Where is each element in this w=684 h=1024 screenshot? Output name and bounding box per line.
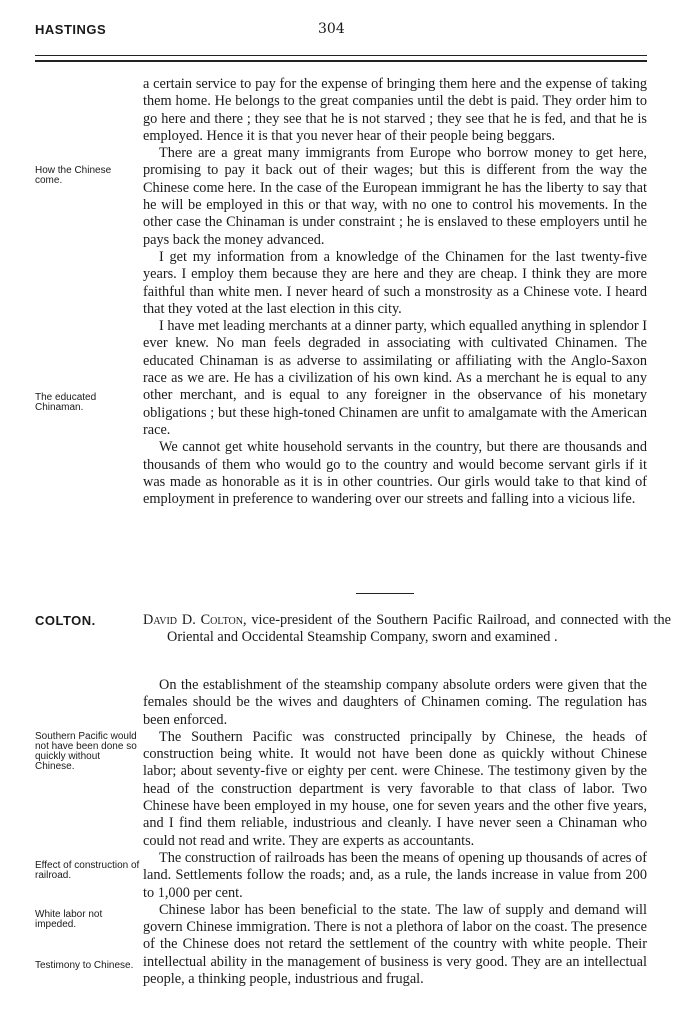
paragraph: On the establishment of the steamship company absolute orders were given that the females should be the wives and daughters of Chinamen coming. The regulation has been enforced. [143,677,647,728]
margin-note: Effect of construction of railroad. [35,860,140,881]
header-rule-bottom [35,60,647,62]
margin-note: Southern Pacific would not have been done so quickly without Chinese. [35,731,137,772]
page-number: 304 [318,21,345,37]
header-rule-top [35,55,647,56]
paragraph: The construction of railroads has been the means of opening up thousands of acres of land. Settlements follow the roads; and, as a rule, the lands increase in value from 200 to 1,000 per cent. [143,849,647,901]
witness-intro [143,612,671,647]
paragraph: a certain service to pay for the expense of bringing them here and the expense of taking them home. He belongs to the great companies until the debt is paid. They order him to go here and there ; they see that he is not starved ; they see that he is fed, and that he is employed. Hence it is that you never hear of their people being beggars. [143,76,647,144]
paragraph: We cannot get white household servants in the country, but there are thousands and thousands of them who would go to the country and would become servant girls if it was made as honorable as it is in other countries. Our girls would take to that kind of employment in preference to wandering over our streets and falling into a vicious life. [143,439,647,508]
margin-note: How the Chinese come. [35,165,112,186]
witness-name: COLTON. [35,613,96,628]
paragraph: Chinese labor has been beneficial to the state. The law of supply and demand will govern Chinese immigration. There is not a plethora of labor on the coast. The presence of the Chinese does not retard the settlement of the country with white people. Their intellectual ability in the management of business is very good. They are an intellectual people, a thinking people, industrious and frugal. [143,901,647,988]
paragraph: The Southern Pacific was constructed principally by Chinese, the heads of construction being white. It would not have been done as quickly without Chinese labor; about seventy-five or eighty per cent. were Chinese. The testimony given by the head of the construction department is very favorable to that class of labor. Two Chinese have been employed in my house, one for seven years and the other five years, and I find them reliable, industrious and cleanly. I have never seen a Chinaman who could not read and write. They are experts as accountants. [143,728,647,849]
paragraph: There are a great many immigrants from Europe who borrow money to get here, promising to pay it back out of their wages; but this is different from the way the Chinese come here. In the case of the European immigrant he has the liberty to say that he will be employed in this or that way, with no one to control his movements. In the other case the Chinaman is under constraint ; he is enslaved to these employers until he pays back the money advanced. [143,145,647,248]
margin-note: Testimony to Chinese. [35,960,134,971]
section-separator [356,593,414,594]
paragraph: I get my information from a knowledge of the Chinamen for the last twenty-five years. I employ them because they are here and they are cheap. I think they are more faithful than white men. I never heard of such a monstrosity as a Chinese vote. I heard that they voted at the last election in this city. [143,248,647,317]
running-title: HASTINGS [35,22,107,37]
paragraph: I have met leading merchants at a dinner party, which equalled anything in splendor I ever knew. No man feels degraded in associating with cultivated Chinamen. The educated Chinaman is as adverse to assimilating or affiliating with the Anglo-Saxon race as we are. He has a civilization of his own kind. As a merchant he is equal to any other merchant, and is equal to any foreigner in the observance of his monetary obligations ; but these high-toned Chinamen are unfit to amalgamate with the American race. [143,318,647,438]
section-2-text [143,677,647,988]
witness-full-name: David D. Colton, [143,612,247,628]
margin-note: The educated Chinaman. [35,392,97,413]
section-1-text [143,76,647,508]
witness-description: vice-president of the Southern Pacific Railroad, and connected with the Oriental and Occidental Steamship Company, sworn and examined . [167,612,671,646]
margin-note: White labor not impeded. [35,909,103,930]
